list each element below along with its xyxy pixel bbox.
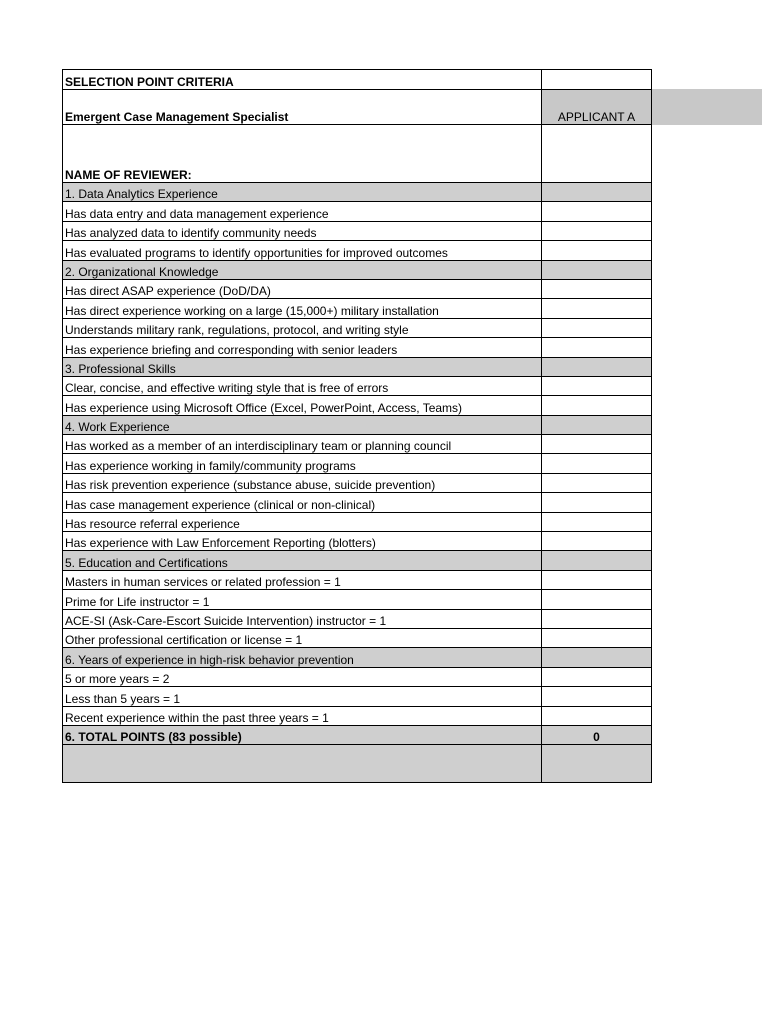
- blank-cell: [63, 745, 542, 783]
- criteria-label: Has resource referral experience: [63, 512, 542, 531]
- criteria-row: [63, 318, 652, 337]
- criteria-row: [63, 493, 652, 512]
- criteria-label: ACE-SI (Ask-Care-Escort Suicide Intervention) instructor = 1: [63, 609, 542, 628]
- section-score-cell[interactable]: [542, 260, 652, 279]
- section-label: 6. Years of experience in high-risk behavior prevention: [63, 648, 542, 667]
- criteria-row: [63, 706, 652, 725]
- section-row: [63, 551, 652, 570]
- criteria-row: [63, 279, 652, 298]
- section-label: 2. Organizational Knowledge: [63, 260, 542, 279]
- criteria-label: Has risk prevention experience (substance abuse, suicide prevention): [63, 473, 542, 492]
- criteria-row: [63, 221, 652, 240]
- sheet-title: SELECTION POINT CRITERIA: [63, 70, 542, 90]
- criteria-score-cell[interactable]: [542, 376, 652, 395]
- criteria-row: [63, 590, 652, 609]
- criteria-score-cell[interactable]: [542, 609, 652, 628]
- criteria-score-cell[interactable]: [542, 628, 652, 647]
- total-value: 0: [542, 725, 652, 744]
- criteria-row: [63, 202, 652, 221]
- criteria-score-cell[interactable]: [542, 454, 652, 473]
- title-score-cell[interactable]: [542, 70, 652, 90]
- criteria-label: Has experience briefing and corresponding with senior leaders: [63, 338, 542, 357]
- section-score-cell[interactable]: [542, 357, 652, 376]
- criteria-score-cell[interactable]: [542, 493, 652, 512]
- criteria-row: [63, 687, 652, 706]
- section-label: 3. Professional Skills: [63, 357, 542, 376]
- total-label: 6. TOTAL POINTS (83 possible): [63, 725, 542, 744]
- criteria-row: [63, 609, 652, 628]
- job-row: [63, 90, 652, 125]
- criteria-sheet: [62, 69, 652, 783]
- section-row: [63, 357, 652, 376]
- criteria-score-cell[interactable]: [542, 338, 652, 357]
- criteria-label: Has data entry and data management experience: [63, 202, 542, 221]
- total-row: [63, 725, 652, 744]
- section-row: [63, 415, 652, 434]
- criteria-score-cell[interactable]: [542, 221, 652, 240]
- section-row: [63, 648, 652, 667]
- criteria-row: [63, 512, 652, 531]
- criteria-row: [63, 473, 652, 492]
- blank-score-cell[interactable]: [542, 745, 652, 783]
- section-score-cell[interactable]: [542, 551, 652, 570]
- section-score-cell[interactable]: [542, 183, 652, 202]
- criteria-label: Prime for Life instructor = 1: [63, 590, 542, 609]
- criteria-row: [63, 241, 652, 260]
- criteria-row: [63, 532, 652, 551]
- criteria-label: 5 or more years = 2: [63, 667, 542, 686]
- criteria-label: Has case management experience (clinical or non-clinical): [63, 493, 542, 512]
- section-label: 1. Data Analytics Experience: [63, 183, 542, 202]
- section-row: [63, 183, 652, 202]
- criteria-label: Clear, concise, and effective writing style that is free of errors: [63, 376, 542, 395]
- criteria-score-cell[interactable]: [542, 473, 652, 492]
- criteria-label: Has experience working in family/community programs: [63, 454, 542, 473]
- blank-row: [63, 745, 652, 783]
- job-title: Emergent Case Management Specialist: [63, 90, 542, 125]
- criteria-label: Has direct ASAP experience (DoD/DA): [63, 279, 542, 298]
- criteria-score-cell[interactable]: [542, 706, 652, 725]
- criteria-row: [63, 338, 652, 357]
- criteria-row: [63, 570, 652, 589]
- section-label: 5. Education and Certifications: [63, 551, 542, 570]
- criteria-score-cell[interactable]: [542, 299, 652, 318]
- criteria-label: Understands military rank, regulations, protocol, and writing style: [63, 318, 542, 337]
- reviewer-label: NAME OF REVIEWER:: [63, 125, 542, 183]
- criteria-score-cell[interactable]: [542, 241, 652, 260]
- criteria-label: Less than 5 years = 1: [63, 687, 542, 706]
- criteria-row: [63, 667, 652, 686]
- section-score-cell[interactable]: [542, 648, 652, 667]
- section-label: 4. Work Experience: [63, 415, 542, 434]
- criteria-row: [63, 299, 652, 318]
- criteria-label: Other professional certification or license = 1: [63, 628, 542, 647]
- criteria-score-cell[interactable]: [542, 570, 652, 589]
- criteria-label: Has analyzed data to identify community needs: [63, 221, 542, 240]
- criteria-label: Has worked as a member of an interdisciplinary team or planning council: [63, 435, 542, 454]
- criteria-label: Has experience with Law Enforcement Reporting (blotters): [63, 532, 542, 551]
- criteria-score-cell[interactable]: [542, 687, 652, 706]
- section-row: [63, 260, 652, 279]
- criteria-score-cell[interactable]: [542, 590, 652, 609]
- criteria-score-cell[interactable]: [542, 435, 652, 454]
- criteria-row: [63, 396, 652, 415]
- reviewer-name-cell[interactable]: [542, 125, 652, 183]
- criteria-row: [63, 628, 652, 647]
- criteria-row: [63, 454, 652, 473]
- criteria-score-cell[interactable]: [542, 318, 652, 337]
- criteria-score-cell[interactable]: [542, 279, 652, 298]
- criteria-score-cell[interactable]: [542, 512, 652, 531]
- criteria-label: Masters in human services or related profession = 1: [63, 570, 542, 589]
- criteria-row: [63, 435, 652, 454]
- criteria-score-cell[interactable]: [542, 667, 652, 686]
- criteria-row: [63, 376, 652, 395]
- criteria-score-cell[interactable]: [542, 396, 652, 415]
- criteria-label: Has experience using Microsoft Office (Excel, PowerPoint, Access, Teams): [63, 396, 542, 415]
- reviewer-row: [63, 125, 652, 183]
- applicant-label: APPLICANT A: [542, 90, 652, 125]
- title-row: [63, 70, 652, 90]
- criteria-label: Recent experience within the past three years = 1: [63, 706, 542, 725]
- section-score-cell[interactable]: [542, 415, 652, 434]
- criteria-label: Has evaluated programs to identify opportunities for improved outcomes: [63, 241, 542, 260]
- criteria-table: [62, 69, 652, 783]
- criteria-score-cell[interactable]: [542, 532, 652, 551]
- criteria-score-cell[interactable]: [542, 202, 652, 221]
- criteria-label: Has direct experience working on a large (15,000+) military installation: [63, 299, 542, 318]
